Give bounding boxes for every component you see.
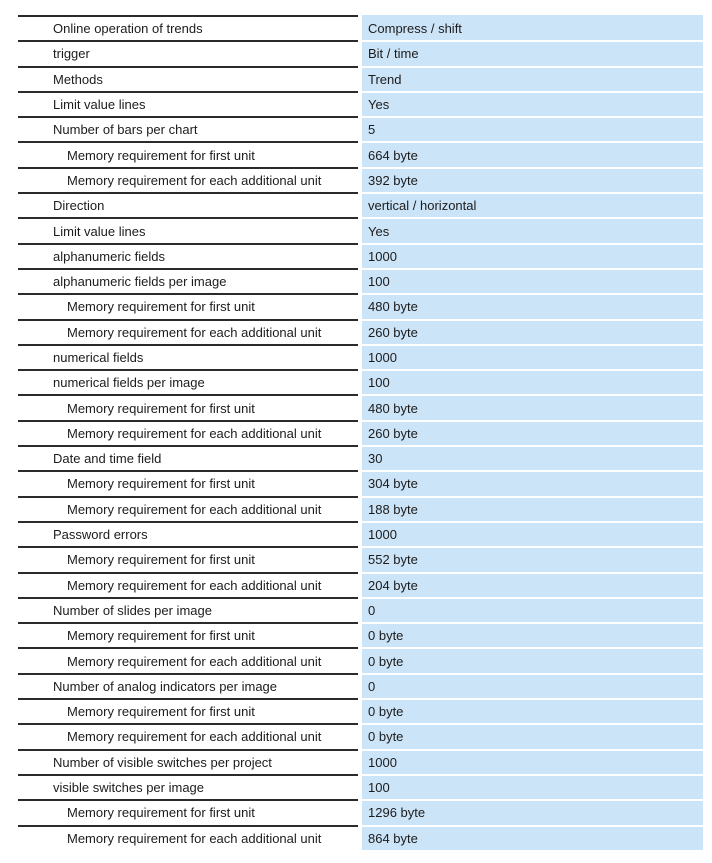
table-row	[18, 217, 703, 242]
spec-value: Trend	[362, 66, 703, 91]
spec-label: Methods	[18, 66, 358, 91]
document-page	[0, 15, 712, 863]
spec-label: Memory requirement for each additional unit	[18, 319, 358, 344]
spec-label: Date and time field	[18, 445, 358, 470]
spec-value: 1000	[362, 344, 703, 369]
spec-value: 0	[362, 673, 703, 698]
spec-table	[18, 15, 703, 850]
spec-label: Memory requirement for each additional unit	[18, 647, 358, 672]
spec-label: Number of slides per image	[18, 597, 358, 622]
spec-value: 392 byte	[362, 167, 703, 192]
table-row	[18, 825, 703, 850]
spec-value: 304 byte	[362, 470, 703, 495]
table-row	[18, 66, 703, 91]
spec-value: 1000	[362, 521, 703, 546]
spec-label: Memory requirement for first unit	[18, 470, 358, 495]
spec-value: Compress / shift	[362, 15, 703, 40]
spec-label: Memory requirement for each additional unit	[18, 825, 358, 850]
table-row	[18, 799, 703, 824]
spec-label: numerical fields	[18, 344, 358, 369]
spec-value: 260 byte	[362, 319, 703, 344]
spec-label: Memory requirement for first unit	[18, 293, 358, 318]
table-row	[18, 344, 703, 369]
table-row	[18, 192, 703, 217]
spec-label: Direction	[18, 192, 358, 217]
spec-value: 1000	[362, 243, 703, 268]
table-row	[18, 698, 703, 723]
table-row	[18, 394, 703, 419]
spec-label: Memory requirement for first unit	[18, 622, 358, 647]
spec-value: 864 byte	[362, 825, 703, 850]
table-row	[18, 622, 703, 647]
spec-label: trigger	[18, 40, 358, 65]
spec-value: 664 byte	[362, 141, 703, 166]
spec-label: Online operation of trends	[18, 15, 358, 40]
spec-value: 552 byte	[362, 546, 703, 571]
table-row	[18, 40, 703, 65]
spec-value: Yes	[362, 91, 703, 116]
table-row	[18, 445, 703, 470]
spec-value: 480 byte	[362, 293, 703, 318]
spec-value: 0 byte	[362, 723, 703, 748]
spec-label: Memory requirement for first unit	[18, 141, 358, 166]
spec-label: Memory requirement for first unit	[18, 394, 358, 419]
spec-label: Memory requirement for each additional unit	[18, 572, 358, 597]
spec-label: Memory requirement for first unit	[18, 799, 358, 824]
table-row	[18, 116, 703, 141]
table-row	[18, 496, 703, 521]
table-row	[18, 723, 703, 748]
spec-label: Limit value lines	[18, 91, 358, 116]
spec-value: 260 byte	[362, 420, 703, 445]
table-row	[18, 774, 703, 799]
table-row	[18, 749, 703, 774]
table-row	[18, 673, 703, 698]
spec-value: 0 byte	[362, 622, 703, 647]
spec-value: 188 byte	[362, 496, 703, 521]
table-row	[18, 521, 703, 546]
spec-value: 5	[362, 116, 703, 141]
table-row	[18, 319, 703, 344]
spec-value: Bit / time	[362, 40, 703, 65]
table-row	[18, 420, 703, 445]
table-row	[18, 91, 703, 116]
spec-value: 1000	[362, 749, 703, 774]
table-row	[18, 597, 703, 622]
table-row	[18, 293, 703, 318]
spec-label: Memory requirement for each additional unit	[18, 167, 358, 192]
spec-label: alphanumeric fields per image	[18, 268, 358, 293]
spec-label: numerical fields per image	[18, 369, 358, 394]
spec-label: Number of bars per chart	[18, 116, 358, 141]
spec-value: 100	[362, 774, 703, 799]
spec-value: 100	[362, 268, 703, 293]
table-row	[18, 15, 703, 40]
spec-label: Memory requirement for first unit	[18, 546, 358, 571]
spec-label: Memory requirement for each additional unit	[18, 723, 358, 748]
table-row	[18, 268, 703, 293]
spec-value: 0	[362, 597, 703, 622]
spec-label: alphanumeric fields	[18, 243, 358, 268]
spec-value: Yes	[362, 217, 703, 242]
spec-value: 480 byte	[362, 394, 703, 419]
spec-value: 0 byte	[362, 698, 703, 723]
table-row	[18, 243, 703, 268]
table-row	[18, 369, 703, 394]
table-row	[18, 141, 703, 166]
table-row	[18, 167, 703, 192]
spec-value: 30	[362, 445, 703, 470]
spec-label: Number of analog indicators per image	[18, 673, 358, 698]
spec-label: Limit value lines	[18, 217, 358, 242]
table-row	[18, 572, 703, 597]
spec-label: Password errors	[18, 521, 358, 546]
spec-value: 204 byte	[362, 572, 703, 597]
table-row	[18, 470, 703, 495]
spec-label: visible switches per image	[18, 774, 358, 799]
spec-label: Number of visible switches per project	[18, 749, 358, 774]
spec-value: vertical / horizontal	[362, 192, 703, 217]
spec-label: Memory requirement for each additional unit	[18, 420, 358, 445]
table-row	[18, 546, 703, 571]
spec-value: 0 byte	[362, 647, 703, 672]
table-row	[18, 647, 703, 672]
spec-value: 100	[362, 369, 703, 394]
spec-value: 1296 byte	[362, 799, 703, 824]
spec-label: Memory requirement for each additional unit	[18, 496, 358, 521]
spec-label: Memory requirement for first unit	[18, 698, 358, 723]
